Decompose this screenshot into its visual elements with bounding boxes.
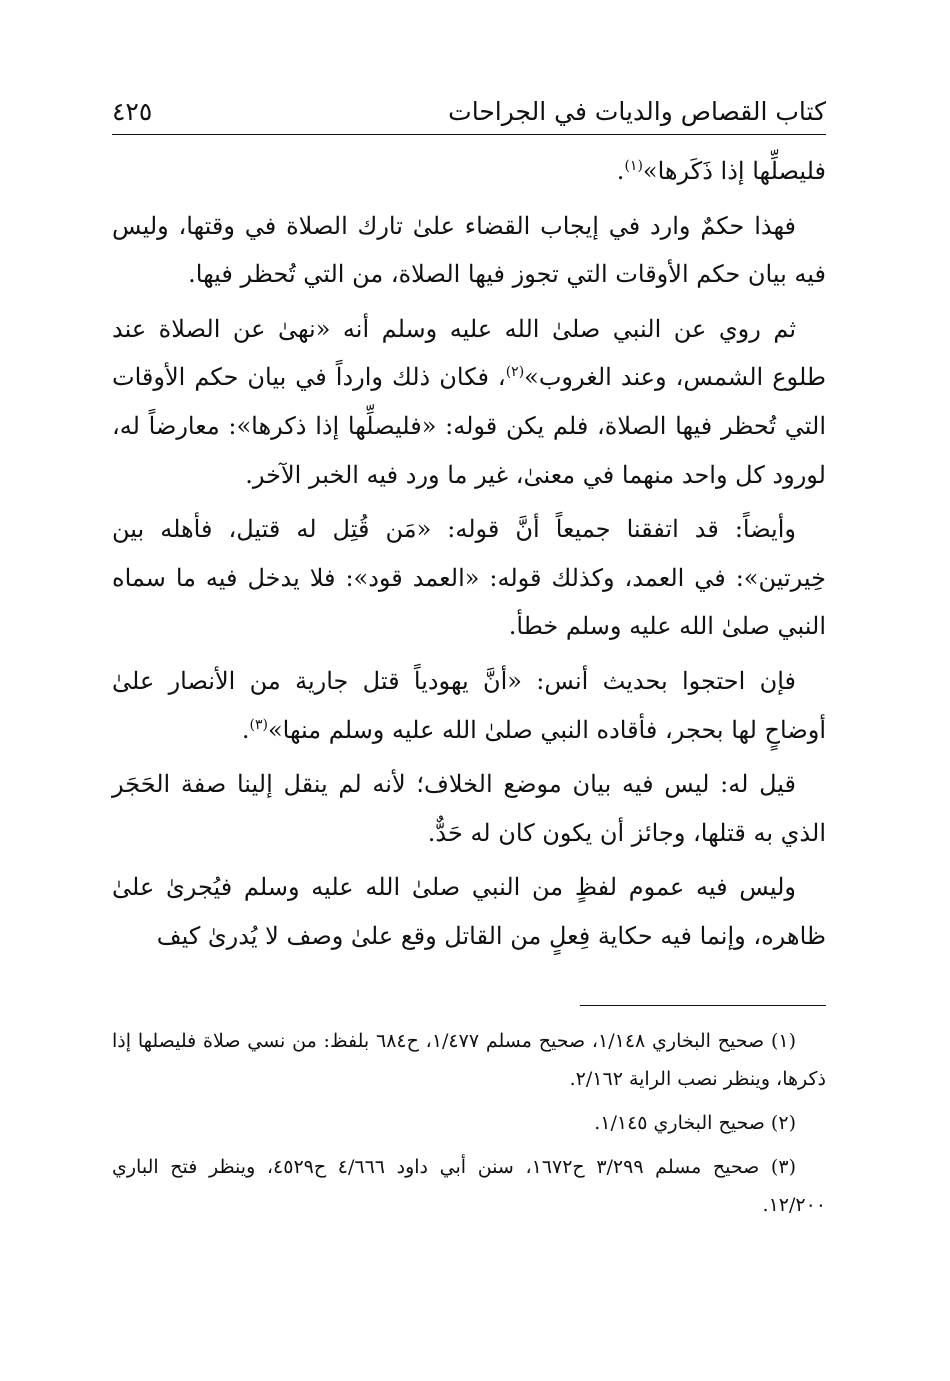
- book-title: كتاب القصاص والديات في الجراحات: [448, 97, 826, 126]
- footnotes: [112, 1022, 826, 1224]
- paragraph: فليصلِّها إذا ذَكَرها»$^{(١)}$.: [616, 157, 826, 185]
- paragraph: ثم روي عن النبي صلىٰ الله عليه وسلم أنه «نهىٰ عن الصلاة عند طلوع الشمس، وعند الغروب»$^{(٢)}$، فكان ذلك وارداً في بيان حكم الأوقات التي تُحظر فيها الصلاة، فلم يكن قوله: «فليصلِّها إذا ذكرها»: معارضاً له، لورود كل واحد منهما في معنىٰ، غير ما ورد فيه الخبر الآخر.: [112, 314, 827, 489]
- running-header: [112, 90, 826, 135]
- paragraph: فهذا حكمٌ وارد في إيجاب القضاء علىٰ تارك الصلاة في وقتها، وليس فيه بيان حكم الأوقات التي تجوز فيها الصلاة، من التي تُحظر فيها.: [112, 211, 826, 289]
- footnote-ref: (١): [624, 158, 643, 174]
- footnote-separator: [580, 1005, 826, 1006]
- paragraph: وأيضاً: قد اتفقنا جميعاً أنَّ قوله: «مَن قُتِل له قتيل، فأهله بين خِيرتين»: في العمد، وكذلك قوله: «العمد قود»: فلا يدخل فيه ما سماه النبي صلىٰ الله عليه وسلم خطأ.: [112, 515, 826, 641]
- footnote: (٢) صحيح البخاري ١/١٤٥.: [594, 1111, 796, 1134]
- paragraph: فإن احتجوا بحديث أنس: «أنَّ يهودياً قتل جارية من الأنصار علىٰ أوضاحٍ لها بحجر، فأقاده النبي صلىٰ الله عليه وسلم منها»$^{(٣)}$.: [112, 666, 826, 744]
- footnote-ref: (٢): [505, 364, 525, 381]
- main-text: [112, 147, 826, 961]
- page-number: ٤٢٥: [112, 97, 153, 126]
- paragraph: وليس فيه عموم لفظٍ من النبي صلىٰ الله عليه وسلم فيُجرىٰ علىٰ ظاهره، وإنما فيه حكاية فِعلٍ من القاتل وقع علىٰ وصف لا يُدرىٰ كيف: [112, 873, 826, 950]
- footnote: (١) صحيح البخاري ١/١٤٨، صحيح مسلم ١/٤٧٧، ح٦٨٤ بلفظ: من نسي صلاة فليصلها إذا ذكرها، وينظر نصب الراية ٢/١٦٢.: [112, 1029, 826, 1090]
- footnote-ref: (٣): [249, 716, 268, 733]
- footnote: (٣) صحيح مسلم ٣/٢٩٩ ح١٦٧٢، سنن أبي داود ٤/٦٦٦ ح٤٥٢٩، وينظر فتح الباري ١٢/٢٠٠.: [112, 1155, 826, 1216]
- paragraph: قيل له: ليس فيه بيان موضع الخلاف؛ لأنه لم ينقل إلينا صفة الحَجَر الذي به قتلها، وجائز أن يكون كان له حَدٌّ.: [112, 770, 826, 847]
- book-page: [112, 90, 826, 1290]
